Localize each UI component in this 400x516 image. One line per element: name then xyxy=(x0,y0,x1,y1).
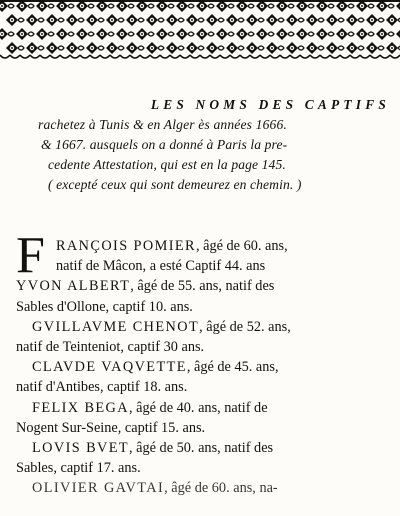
entry-line xyxy=(16,478,394,498)
entry-line xyxy=(16,398,394,418)
entry-line xyxy=(16,276,394,296)
entry-continuation: Sables, captif 17. ans. xyxy=(16,460,141,477)
ornament-band xyxy=(0,0,400,62)
heading-line-4: ( excepté ceux qui sont demeurez en chemin. ) xyxy=(48,177,302,192)
entry-continuation: Nogent Sur-Seine, captif 15. ans. xyxy=(16,419,206,436)
entry-line xyxy=(16,357,394,377)
captive-entry xyxy=(16,398,394,438)
captive-details: , âgé de 50. ans, natif des xyxy=(129,440,274,457)
captive-name: GVILLAVME CHENOT xyxy=(32,318,200,335)
captive-name: CLAVDE VAQVETTE xyxy=(32,359,187,376)
entry-continuation: Sables d'Ollone, captif 10. ans. xyxy=(16,298,193,315)
captive-details: , âgé de 52. ans, xyxy=(199,318,291,335)
captive-details: , âgé de 40. ans, natif de xyxy=(129,399,268,416)
drop-cap: F xyxy=(16,227,45,284)
captive-entry xyxy=(16,317,394,357)
captive-name: FELIX BEGA xyxy=(32,399,129,416)
captive-list xyxy=(16,227,394,499)
entry-line xyxy=(16,236,394,256)
captive-entry xyxy=(16,438,394,478)
captive-details: , âgé de 45. ans, xyxy=(186,359,279,376)
captive-details: , âgé de 60. ans, xyxy=(195,238,288,254)
captive-entry xyxy=(16,357,394,397)
captive-entry xyxy=(16,276,394,316)
heading-block xyxy=(20,95,392,195)
captive-name: OLIVIER GAVTAI xyxy=(32,480,165,497)
captive-entry xyxy=(16,227,394,284)
captive-details: , âgé de 55. ans, natif des xyxy=(130,278,275,295)
captive-name: YVON ALBERT xyxy=(16,278,131,295)
entry-continuation: natif de Mâcon, a esté Captif 44. ans xyxy=(56,258,266,275)
captive-details: , âgé de 60. ans, na- xyxy=(164,480,278,497)
entry-line xyxy=(16,317,394,337)
heading-line-1: rachetez à Tunis & en Alger ès années 1666. xyxy=(38,117,287,132)
captive-entry xyxy=(16,478,394,498)
entry-line xyxy=(16,438,394,458)
captive-name: LOVIS BVET xyxy=(32,440,129,457)
heading-line-2: & 1667. ausquels on a donné à Paris la pre- xyxy=(41,137,288,152)
entry-continuation: natif de Teinteniot, captif 30 ans. xyxy=(16,339,205,356)
heading-line-3: cedente Attestation, qui est en la page 145. xyxy=(48,157,286,172)
heading-title: LES NOMS DES CAPTIFS xyxy=(150,97,390,112)
entry-continuation: natif d'Antibes, captif 18. ans. xyxy=(16,379,188,396)
captive-name: RANÇOIS POMIER xyxy=(56,238,196,254)
